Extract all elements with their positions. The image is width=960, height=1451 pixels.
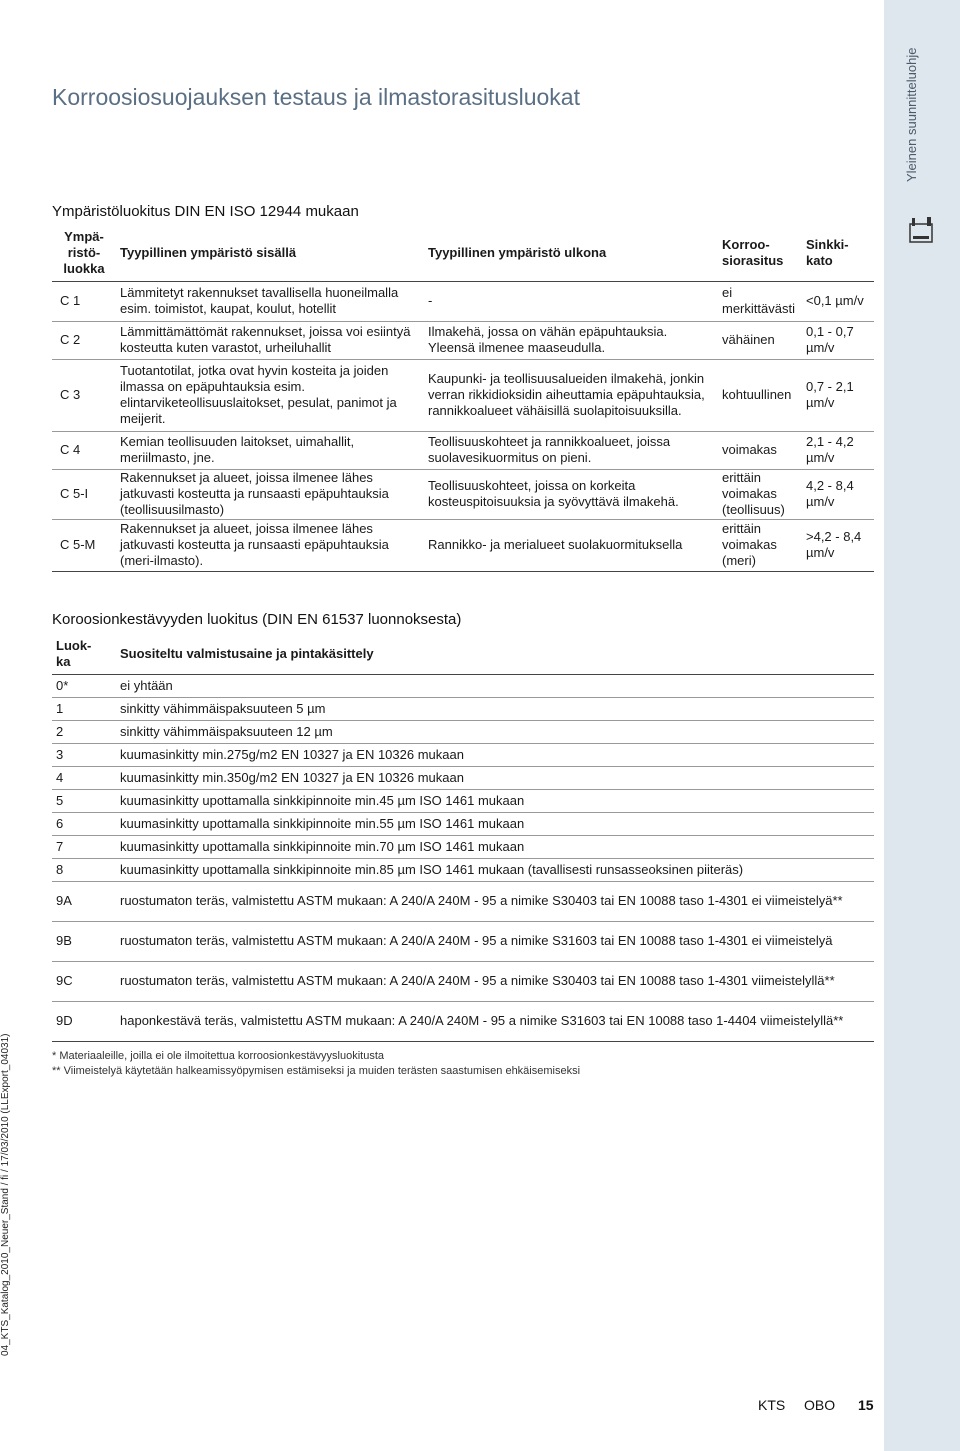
zinc-loss-cell: 0,7 - 2,1 µm/v — [806, 379, 854, 410]
table-header-row — [52, 634, 874, 674]
class-cell: C 5-M — [60, 537, 96, 552]
table-row — [52, 766, 874, 789]
class-cell: 9D — [56, 1013, 73, 1028]
stress-cell: erittäin voimakas (teollisuus) — [722, 470, 785, 517]
table-row — [52, 812, 874, 835]
table-row — [52, 431, 874, 469]
inside-cell: Lämmitetyt rakennukset tavallisella huoneilmalla esim. toimistot, kaupat, koulut, hotellit — [120, 285, 399, 316]
class-cell: 9C — [56, 973, 73, 988]
material-cell: kuumasinkitty upottamalla sinkkipinnoite min.45 µm ISO 1461 mukaan — [120, 792, 525, 808]
zinc-loss-cell: <0,1 µm/v — [806, 293, 864, 308]
inside-cell: Rakennukset ja alueet, joissa ilmenee lähes jatkuvasti kosteutta ja runsaasti epäpuhtauksia (meri-ilmasto). — [120, 521, 389, 568]
table-row — [52, 697, 874, 720]
stress-cell: kohtuullinen — [722, 387, 792, 402]
material-cell: kuumasinkitty upottamalla sinkkipinnoite min.55 µm ISO 1461 mukaan — [120, 815, 525, 831]
material-cell: kuumasinkitty min.275g/m2 EN 10327 ja EN 10326 mukaan — [120, 746, 464, 762]
material-cell: kuumasinkitty upottamalla sinkkipinnoite min.85 µm ISO 1461 mukaan (tavallisesti runsasseoksinen piiteräs) — [120, 861, 744, 877]
footnote-2: ** Viimeistelyä käytetään halkeamissyöpymisen estämiseksi ja muiden terästen saastumisen ehkäisemiseksi — [52, 1065, 581, 1077]
outside-cell: Teollisuuskohteet, joissa on korkeita kosteuspitoisuuksia ja syövyttävä ilmakehä. — [428, 478, 679, 509]
outside-cell: Teollisuuskohteet ja rannikkoalueet, joissa suolavesikuormitus on pieni. — [428, 434, 671, 465]
durability-table-title: Koroosionkestävyyden luokitus (DIN EN 61537 luonnoksesta) — [52, 611, 462, 628]
table-row — [52, 1001, 874, 1041]
table-row — [52, 469, 874, 519]
class-cell: 9A — [56, 893, 72, 908]
material-cell: ruostumaton teräs, valmistettu ASTM mukaan: A 240/A 240M - 95 a nimike S30403 tai EN 10088 taso 1-4301 viimeistelyllä** — [120, 973, 835, 988]
header-material: Suositeltu valmistusaine ja pintakäsittely — [116, 634, 874, 674]
material-cell: ruostumaton teräs, valmistettu ASTM mukaan: A 240/A 240M - 95 a nimike S30403 tai EN 10088 taso 1-4301 ei viimeistelyä** — [120, 893, 843, 908]
stress-cell: ei merkittävästi — [722, 285, 795, 316]
zinc-loss-cell: 2,1 - 4,2 µm/v — [806, 434, 854, 465]
inside-cell: Lämmittämättömät rakennukset, joissa voi esiintyä kosteutta kuten varastot, urheiluhallit — [120, 324, 411, 355]
page-number: 15 — [858, 1397, 874, 1413]
footer-brand-obo: OBO — [804, 1397, 836, 1413]
material-cell: ei yhtään — [120, 677, 173, 693]
stress-cell: vähäinen — [722, 332, 775, 347]
class-cell: C 3 — [60, 387, 81, 402]
catalog-book-icon — [908, 216, 934, 246]
class-cell: 6 — [56, 815, 64, 831]
inside-cell: Rakennukset ja alueet, joissa ilmenee lähes jatkuvasti kosteutta ja runsaasti epäpuhtauksia (teollisuusilmasto) — [120, 470, 389, 517]
footer-brand-kts: KTS — [758, 1397, 786, 1413]
outside-cell: Rannikko- ja merialueet suolakuormituksella — [428, 537, 683, 552]
material-cell: sinkitty vähimmäispaksuuteen 5 µm — [120, 700, 326, 716]
class-cell: C 1 — [60, 293, 81, 308]
table-row — [52, 359, 874, 431]
header-outside: Tyypillinen ympäristö ulkona — [424, 226, 718, 281]
material-cell: kuumasinkitty upottamalla sinkkipinnoite min.70 µm ISO 1461 mukaan — [120, 838, 525, 854]
class-cell: C 5-I — [60, 486, 89, 501]
class-cell: 4 — [56, 769, 64, 785]
table-row — [52, 281, 874, 321]
stress-cell: erittäin voimakas (meri) — [722, 521, 777, 568]
outside-cell: Ilmakehä, jossa on vähän epäpuhtauksia. Yleensä ilmenee maaseudulla. — [428, 324, 668, 355]
table-row — [52, 789, 874, 812]
class-cell: 7 — [56, 838, 64, 854]
outside-cell: - — [428, 293, 433, 308]
header-class: Luok- ka — [52, 634, 116, 674]
table-header-row — [52, 226, 874, 281]
class-cell: 9B — [56, 933, 72, 948]
material-cell: sinkitty vähimmäispaksuuteen 12 µm — [120, 723, 333, 739]
table-row — [52, 881, 874, 921]
table-row — [52, 835, 874, 858]
outside-cell: Kaupunki- ja teollisuusalueiden ilmakehä, jonkin verran rikkidioksidin aiheuttamia epäpuhtauksia, rannikkoalueet vähäisillä suolapitoisuuksilla. — [428, 371, 705, 418]
class-cell: 5 — [56, 792, 64, 808]
table-row — [52, 961, 874, 1001]
environment-classification-table — [52, 226, 874, 572]
header-inside: Tyypillinen ympäristö sisällä — [116, 226, 424, 281]
table-row — [52, 519, 874, 571]
class-cell: 3 — [56, 746, 64, 762]
header-zinc-loss: Sinkki- kato — [802, 226, 874, 281]
env-table-title: Ympäristöluokitus DIN EN ISO 12944 mukaan — [52, 203, 359, 220]
header-stress: Korroo- siorasitus — [718, 226, 802, 281]
table-row — [52, 720, 874, 743]
footnotes — [52, 1049, 580, 1079]
material-cell: ruostumaton teräs, valmistettu ASTM mukaan: A 240/A 240M - 95 a nimike S31603 tai EN 10088 taso 1-4301 ei viimeistelyä — [120, 933, 833, 948]
page-title: Korroosiosuojauksen testaus ja ilmastorasitusluokat — [52, 84, 580, 110]
class-cell: C 4 — [60, 442, 81, 457]
table-row — [52, 674, 874, 697]
footnote-1: * Materiaaleille, joilla ei ole ilmoitettua korroosionkestävyysluokitusta — [52, 1050, 384, 1062]
zinc-loss-cell: 4,2 - 8,4 µm/v — [806, 478, 854, 509]
table-row — [52, 321, 874, 359]
side-section-title: Yleinen suunnitteluohje — [904, 47, 919, 182]
inside-cell: Kemian teollisuuden laitokset, uimahallit, meriilmasto, jne. — [120, 434, 355, 465]
zinc-loss-cell: 0,1 - 0,7 µm/v — [806, 324, 854, 355]
material-cell: haponkestävä teräs, valmistettu ASTM mukaan: A 240/A 240M - 95 a nimike S31603 tai EN 10088 taso 1-4404 viimeistelyllä** — [120, 1013, 844, 1028]
class-cell: 2 — [56, 723, 64, 739]
header-class: Ympä- ristö- luokka — [52, 226, 116, 281]
class-cell: 1 — [56, 700, 64, 716]
class-cell: 8 — [56, 861, 64, 877]
inside-cell: Tuotantotilat, jotka ovat hyvin kosteita ja joiden ilmassa on epäpuhtauksia esim. elintarviketeollisuuslaitokset, pesulat, panimot ja meijerit. — [120, 363, 397, 426]
vertical-file-footer: 04_KTS_Katalog_2010_Neuer_Stand / fi / 17/03/2010 (LLExport_04031) — [0, 1033, 11, 1356]
class-cell: 0* — [56, 677, 69, 693]
table-row — [52, 858, 874, 881]
material-cell: kuumasinkitty min.350g/m2 EN 10327 ja EN 10326 mukaan — [120, 769, 464, 785]
table-row — [52, 921, 874, 961]
stress-cell: voimakas — [722, 442, 777, 457]
table-row — [52, 743, 874, 766]
corrosion-durability-table — [52, 634, 874, 1042]
class-cell: C 2 — [60, 332, 81, 347]
zinc-loss-cell: >4,2 - 8,4 µm/v — [806, 529, 862, 560]
